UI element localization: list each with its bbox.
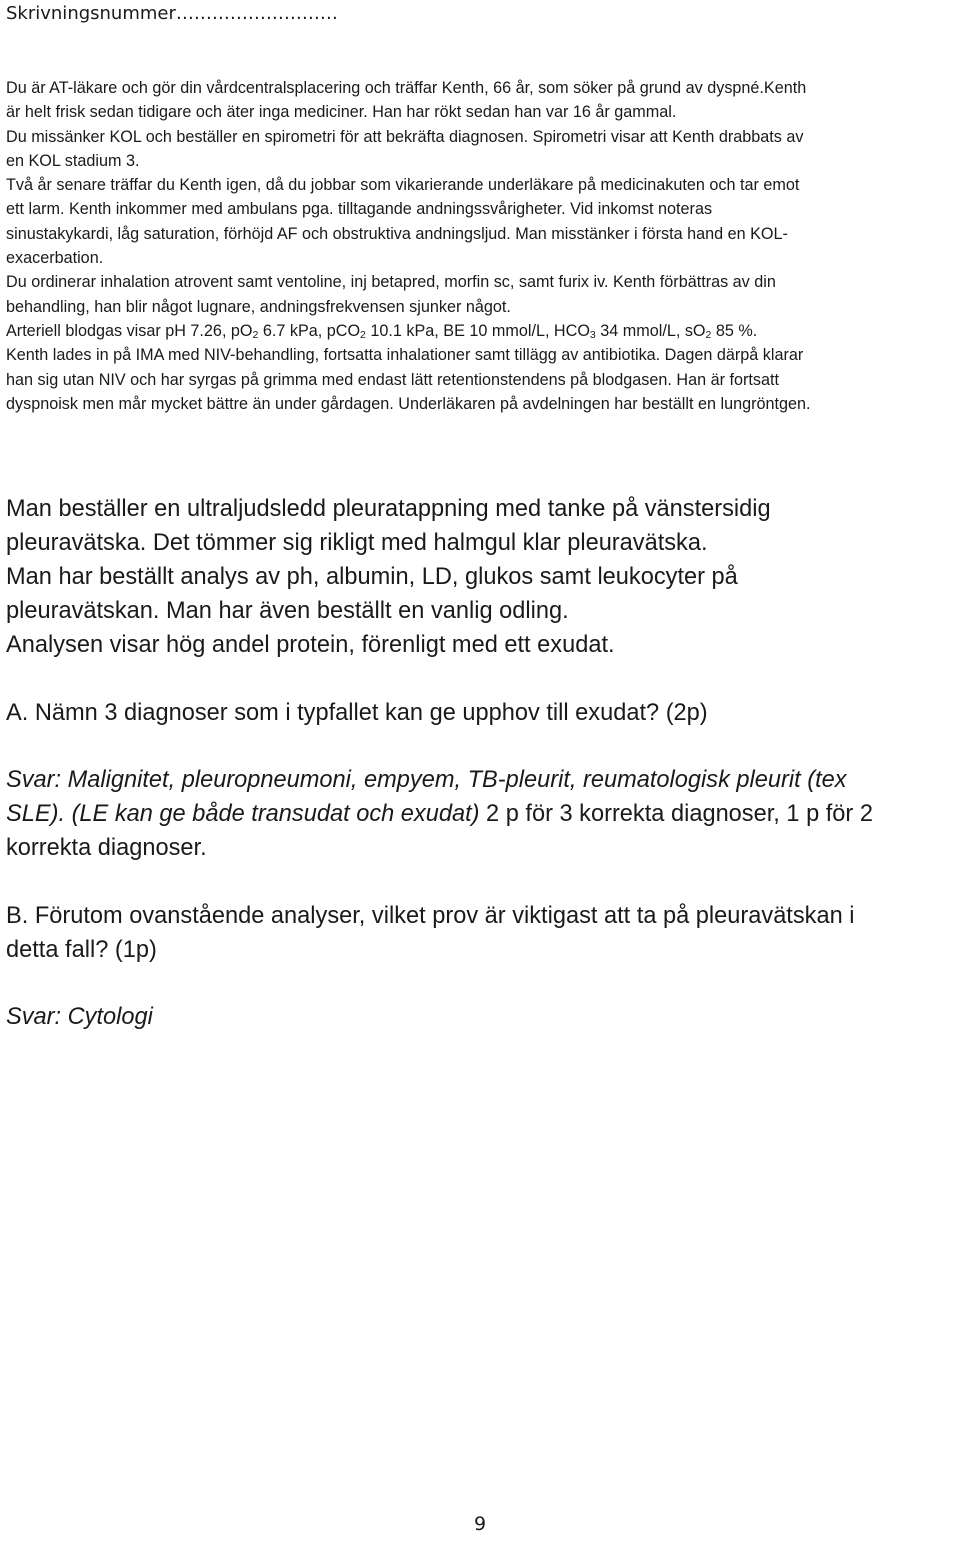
case-line: Du är AT-läkare och gör din vårdcentralsplacering och träffar Kenth, 66 år, som söker på grund av dyspné.Kenth <box>6 79 807 97</box>
pleura-paragraph <box>6 492 956 662</box>
answer-a-italic: SLE). (LE kan ge både transudat och exudat) <box>6 801 480 827</box>
blood-gas-text: 34 mmol/L, sO <box>595 321 706 340</box>
subscript: 2 <box>705 328 712 341</box>
question-b-line: detta fall? (1p) <box>6 937 157 963</box>
subscript: 2 <box>252 328 259 341</box>
answer-a-plain: 2 p för 3 korrekta diagnoser, 1 p för 2 <box>479 801 873 827</box>
answer-b <box>6 1000 956 1034</box>
answer-b-text: Svar: Cytologi <box>6 1004 153 1030</box>
pleura-line: Man har beställt analys av ph, albumin, LD, glukos samt leukocyter på <box>6 564 738 590</box>
case-line: en KOL stadium 3. <box>6 151 140 170</box>
answer-a-line: Svar: Malignitet, pleuropneumoni, empyem, TB-pleurit, reumatologisk pleurit (tex <box>6 767 847 793</box>
case-line: Kenth lades in på IMA med NIV-behandling, fortsatta inhalationer samt tillägg av antibiotika. Dagen därpå klarar <box>6 346 804 365</box>
question-b-line: B. Förutom ovanstående analyser, vilket prov är viktigast att ta på pleuravätskan i <box>6 903 855 929</box>
blood-gas-text: 6.7 kPa, pCO <box>258 321 361 340</box>
question-b <box>6 899 956 967</box>
blood-gas-text: 85 %. <box>711 321 758 340</box>
blood-gas-text: 10.1 kPa, BE 10 mmol/L, HCO <box>365 321 590 340</box>
case-line: ett larm. Kenth inkommer med ambulans pga. tilltagande andningssvårigheter. Vid inkomst noteras <box>6 200 713 219</box>
answer-a <box>6 763 956 865</box>
case-line: Du missänker KOL och beställer en spirometri för att bekräfta diagnosen. Spirometri visar att Kenth drabbats av <box>6 127 804 146</box>
case-line: han sig utan NIV och har syrgas på grimma med endast lätt retentionstendens på blodgasen. Han är fortsatt <box>6 370 779 389</box>
case-line: exacerbation. <box>6 249 104 268</box>
answer-a-line <box>6 797 956 831</box>
page-number: 9 <box>473 1513 487 1535</box>
case-line: dyspnoisk men mår mycket bättre än under gårdagen. Underläkaren på avdelningen har beställt en lungröntgen. <box>6 394 811 413</box>
subscript: 2 <box>360 328 366 341</box>
case-line: är helt frisk sedan tidigare och äter inga mediciner. Han har rökt sedan han var 16 år gammal. <box>6 103 677 122</box>
case-line: Du ordinerar inhalation atrovent samt ventoline, inj betapred, morfin sc, samt furix iv. Kenth förbättras av din <box>6 273 776 292</box>
exam-number-header: Skrivningsnummer……………………… <box>6 3 338 24</box>
blood-gas-line <box>6 319 956 343</box>
case-line: Två år senare träffar du Kenth igen, då du jobbar som vikarierande underläkare på medicinakuten och tar emot <box>6 176 800 195</box>
case-line: sinustakykardi, låg saturation, förhöjd AF och obstruktiva andningsljud. Man misstänker i första hand en KOL- <box>6 224 788 243</box>
pleura-line: Analysen visar hög andel protein, förenligt med ett exudat. <box>6 632 615 658</box>
case-description <box>6 76 956 416</box>
subscript: 3 <box>589 328 596 341</box>
answer-a-line: korrekta diagnoser. <box>6 835 207 861</box>
pleura-line: Man beställer en ultraljudsledd pleuratappning med tanke på vänstersidig <box>6 496 771 522</box>
question-a-text: A. Nämn 3 diagnoser som i typfallet kan ge upphov till exudat? (2p) <box>6 700 708 726</box>
pleura-line: pleuravätska. Det tömmer sig rikligt med halmgul klar pleuravätska. <box>6 530 708 556</box>
blood-gas-text: Arteriell blodgas visar pH 7.26, pO <box>6 321 253 340</box>
case-line: behandling, han blir något lugnare, andningsfrekvensen sjunker något. <box>6 297 511 316</box>
question-a <box>6 696 956 730</box>
pleura-line: pleuravätskan. Man har även beställt en vanlig odling. <box>6 598 569 624</box>
